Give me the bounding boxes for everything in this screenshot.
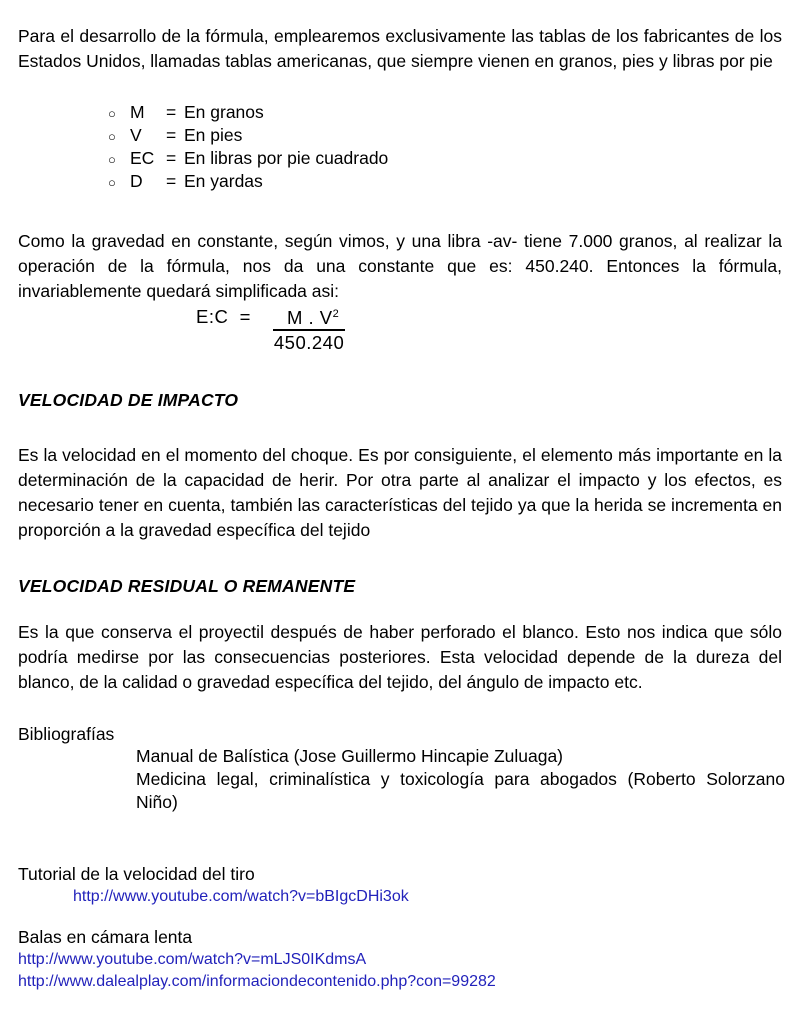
bibliography-entry: Medicina legal, criminalística y toxicología para abogados (Roberto Solorzano Niño) (136, 769, 785, 812)
video-link-youtube-slowmo[interactable]: http://www.youtube.com/watch?v=mLJS0IKdmsA (18, 951, 367, 968)
definition-symbol: EC (130, 148, 155, 168)
definition-equals: = (166, 102, 177, 122)
formula-numerator-exponent: 2 (332, 308, 340, 320)
link-group-balas (18, 925, 496, 993)
energy-formula (196, 303, 345, 354)
circle-bullet-icon: ○ (108, 106, 116, 121)
definition-text: En yardas (184, 171, 263, 191)
circle-bullet-icon: ○ (108, 152, 116, 167)
definition-symbol: M (130, 102, 145, 122)
circle-bullet-icon: ○ (108, 129, 116, 144)
definition-text: En granos (184, 102, 264, 122)
formula-left-side: E:C = (196, 306, 251, 327)
circle-bullet-icon: ○ (108, 175, 116, 190)
definition-equals: = (166, 148, 177, 168)
formula-denominator: 450.240 (273, 332, 345, 354)
intro-paragraph: Para el desarrollo de la fórmula, emplearemos exclusivamente las tablas de los fabricantes de los Estados Unidos, llamadas tablas americanas, que siempre vienen en granos, pies y libras por pie (18, 25, 782, 71)
list-item (108, 101, 628, 124)
section-heading-residual: VELOCIDAD RESIDUAL O REMANENTE (18, 576, 356, 596)
video-link-tutorial[interactable]: http://www.youtube.com/watch?v=bBIgcDHi3ok (73, 888, 409, 905)
definitions-list (108, 101, 628, 193)
bibliography-list (136, 745, 785, 814)
link-group-label: Balas en cámara lenta (18, 927, 193, 947)
list-item (108, 147, 628, 170)
definition-equals: = (166, 171, 177, 191)
video-link-dalealplay[interactable]: http://www.dalealplay.com/informaciondecontenido.php?con=99282 (18, 973, 496, 990)
definition-symbol: V (130, 125, 142, 145)
link-group-tutorial (18, 862, 409, 908)
definition-equals: = (166, 125, 177, 145)
definition-text: En pies (184, 125, 243, 145)
bibliography-entry: Manual de Balística (Jose Guillermo Hincapie Zuluaga) (136, 746, 564, 766)
link-group-label: Tutorial de la velocidad del tiro (18, 864, 255, 884)
definition-symbol: D (130, 171, 143, 191)
list-item (108, 170, 628, 193)
bibliography-title: Bibliografías (18, 724, 115, 744)
formula-fraction (273, 303, 345, 354)
definition-text: En libras por pie cuadrado (184, 148, 389, 168)
section-body-impacto: Es la velocidad en el momento del choque. Es por consiguiente, el elemento más importante en la determinación de la capacidad de herir. Por otra parte al analizar el impacto y los efectos, es necesario tener en cuenta, también las características del tejido ya que la herida se incrementa en proporción a la gravedad específica del tejido (18, 444, 782, 540)
section-heading-impacto: VELOCIDAD DE IMPACTO (18, 390, 239, 410)
formula-numerator (273, 307, 345, 331)
section-body-residual: Es la que conserva el proyectil después de haber perforado el blanco. Esto nos indica que sólo podría medirse por las consecuencias posteriores. Esta velocidad depende de la dureza del blanco, de la calidad o gravedad específica del tejido, del ángulo de impacto etc. (18, 621, 782, 692)
gravity-paragraph: Como la gravedad en constante, según vimos, y una libra -av- tiene 7.000 granos, al realizar la operación de la fórmula, nos da una constante que es: 450.240. Entonces la fórmula, invariablemente quedará simplificada asi: (18, 230, 782, 301)
formula-numerator-base: M . V (286, 307, 333, 329)
list-item (108, 124, 628, 147)
